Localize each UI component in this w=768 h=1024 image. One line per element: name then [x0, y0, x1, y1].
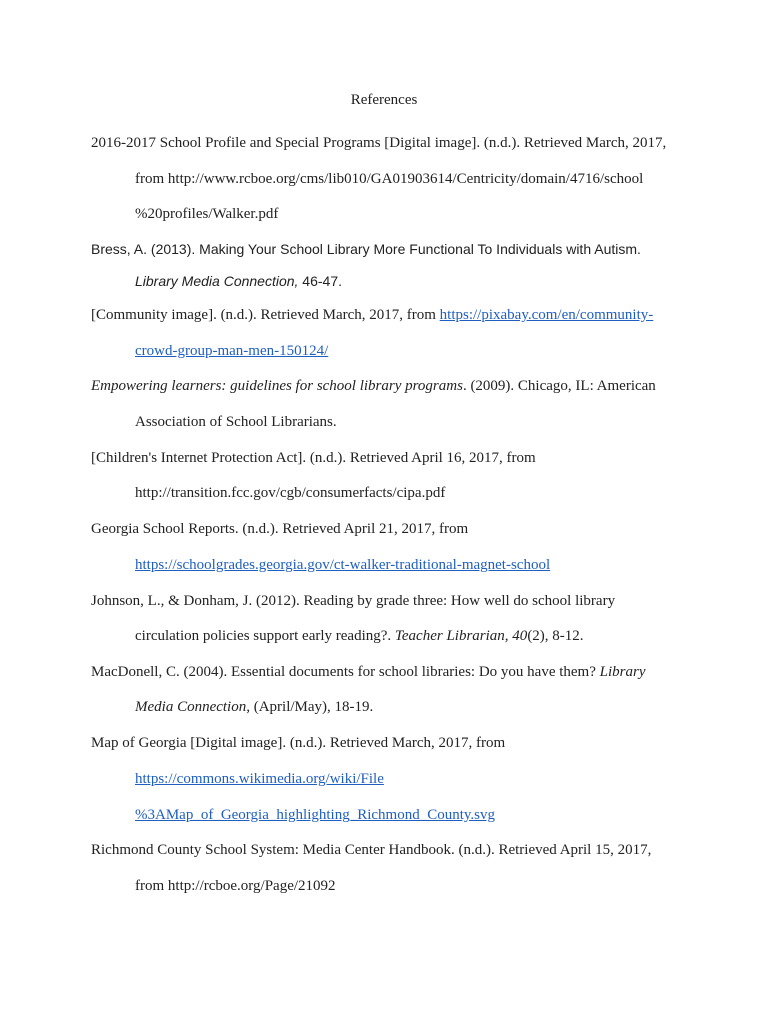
reference-10-line-1: Richmond County School System: Media Center Handbook. (n.d.). Retrieved April 15, 2017, — [91, 842, 652, 858]
reference-3-link-part-1[interactable]: https://pixabay.com/en/community- — [439, 307, 654, 323]
reference-9-line-2 — [135, 768, 384, 790]
reference-7-line-1: Johnson, L., & Donham, J. (2012). Reading by grade three: How well do school library — [91, 593, 616, 609]
reference-6-line-2 — [135, 554, 550, 576]
reference-1-line-1: 2016-2017 School Profile and Special Programs [Digital image]. (n.d.). Retrieved March, 2017, — [91, 135, 667, 151]
reference-2-line-2 — [135, 270, 342, 292]
reference-9-line-3 — [135, 804, 495, 826]
reference-4-title: Empowering learners: guidelines for school library programs — [91, 378, 463, 394]
reference-8-line-2 — [135, 696, 373, 718]
reference-4-line-1 — [91, 375, 656, 397]
reference-8-pages: (April/May), 18-19. — [249, 699, 374, 715]
reference-8-line-1 — [91, 661, 645, 683]
reference-3-line-1 — [91, 304, 653, 326]
reference-8-text: MacDonell, C. (2004). Essential documents for school libraries: Do you have them? — [91, 664, 600, 680]
reference-4-line-2: Association of School Librarians. — [135, 414, 337, 430]
reference-7-pages: (2), 8-12. — [527, 628, 584, 644]
reference-2-journal: Library Media Connection, — [135, 273, 299, 289]
reference-7-line-2 — [135, 625, 584, 647]
reference-6-link[interactable]: https://schoolgrades.georgia.gov/ct-walker-traditional-magnet-school — [135, 557, 551, 573]
reference-1-line-2: from http://www.rcboe.org/cms/lib010/GA01903614/Centricity/domain/4716/school — [135, 171, 644, 187]
reference-8-journal-part-2: Media Connection, — [135, 699, 250, 715]
page-title: References — [350, 92, 418, 108]
reference-4-publisher: . (2009). Chicago, IL: American — [462, 378, 656, 394]
reference-9-link-part-2[interactable]: %3AMap_of_Georgia_highlighting_Richmond_County.svg — [135, 807, 495, 823]
reference-6-line-1: Georgia School Reports. (n.d.). Retrieved April 21, 2017, from — [91, 521, 469, 537]
reference-5-line-1: [Children's Internet Protection Act]. (n.d.). Retrieved April 16, 2017, from — [91, 450, 536, 466]
reference-7-journal: Teacher Librarian, 40 — [394, 628, 528, 644]
reference-2-pages: 46-47. — [298, 273, 343, 289]
reference-1-line-3: %20profiles/Walker.pdf — [135, 206, 279, 222]
reference-2-line-1: Bress, A. (2013). Making Your School Library More Functional To Individuals with Autism. — [91, 241, 641, 257]
reference-8-journal-part-1: Library — [599, 664, 646, 680]
reference-9-line-1: Map of Georgia [Digital image]. (n.d.). Retrieved March, 2017, from — [91, 735, 506, 751]
reference-10-line-2: from http://rcboe.org/Page/21092 — [135, 878, 336, 894]
reference-3-text: [Community image]. (n.d.). Retrieved March, 2017, from — [91, 307, 440, 323]
reference-9-link-part-1[interactable]: https://commons.wikimedia.org/wiki/File — [135, 771, 384, 787]
reference-3-link-part-2[interactable]: crowd-group-man-men-150124/ — [135, 343, 329, 359]
reference-5-line-2: http://transition.fcc.gov/cgb/consumerfacts/cipa.pdf — [135, 485, 446, 501]
reference-3-line-2 — [135, 340, 328, 362]
reference-7-text: circulation policies support early reading?. — [135, 628, 395, 644]
